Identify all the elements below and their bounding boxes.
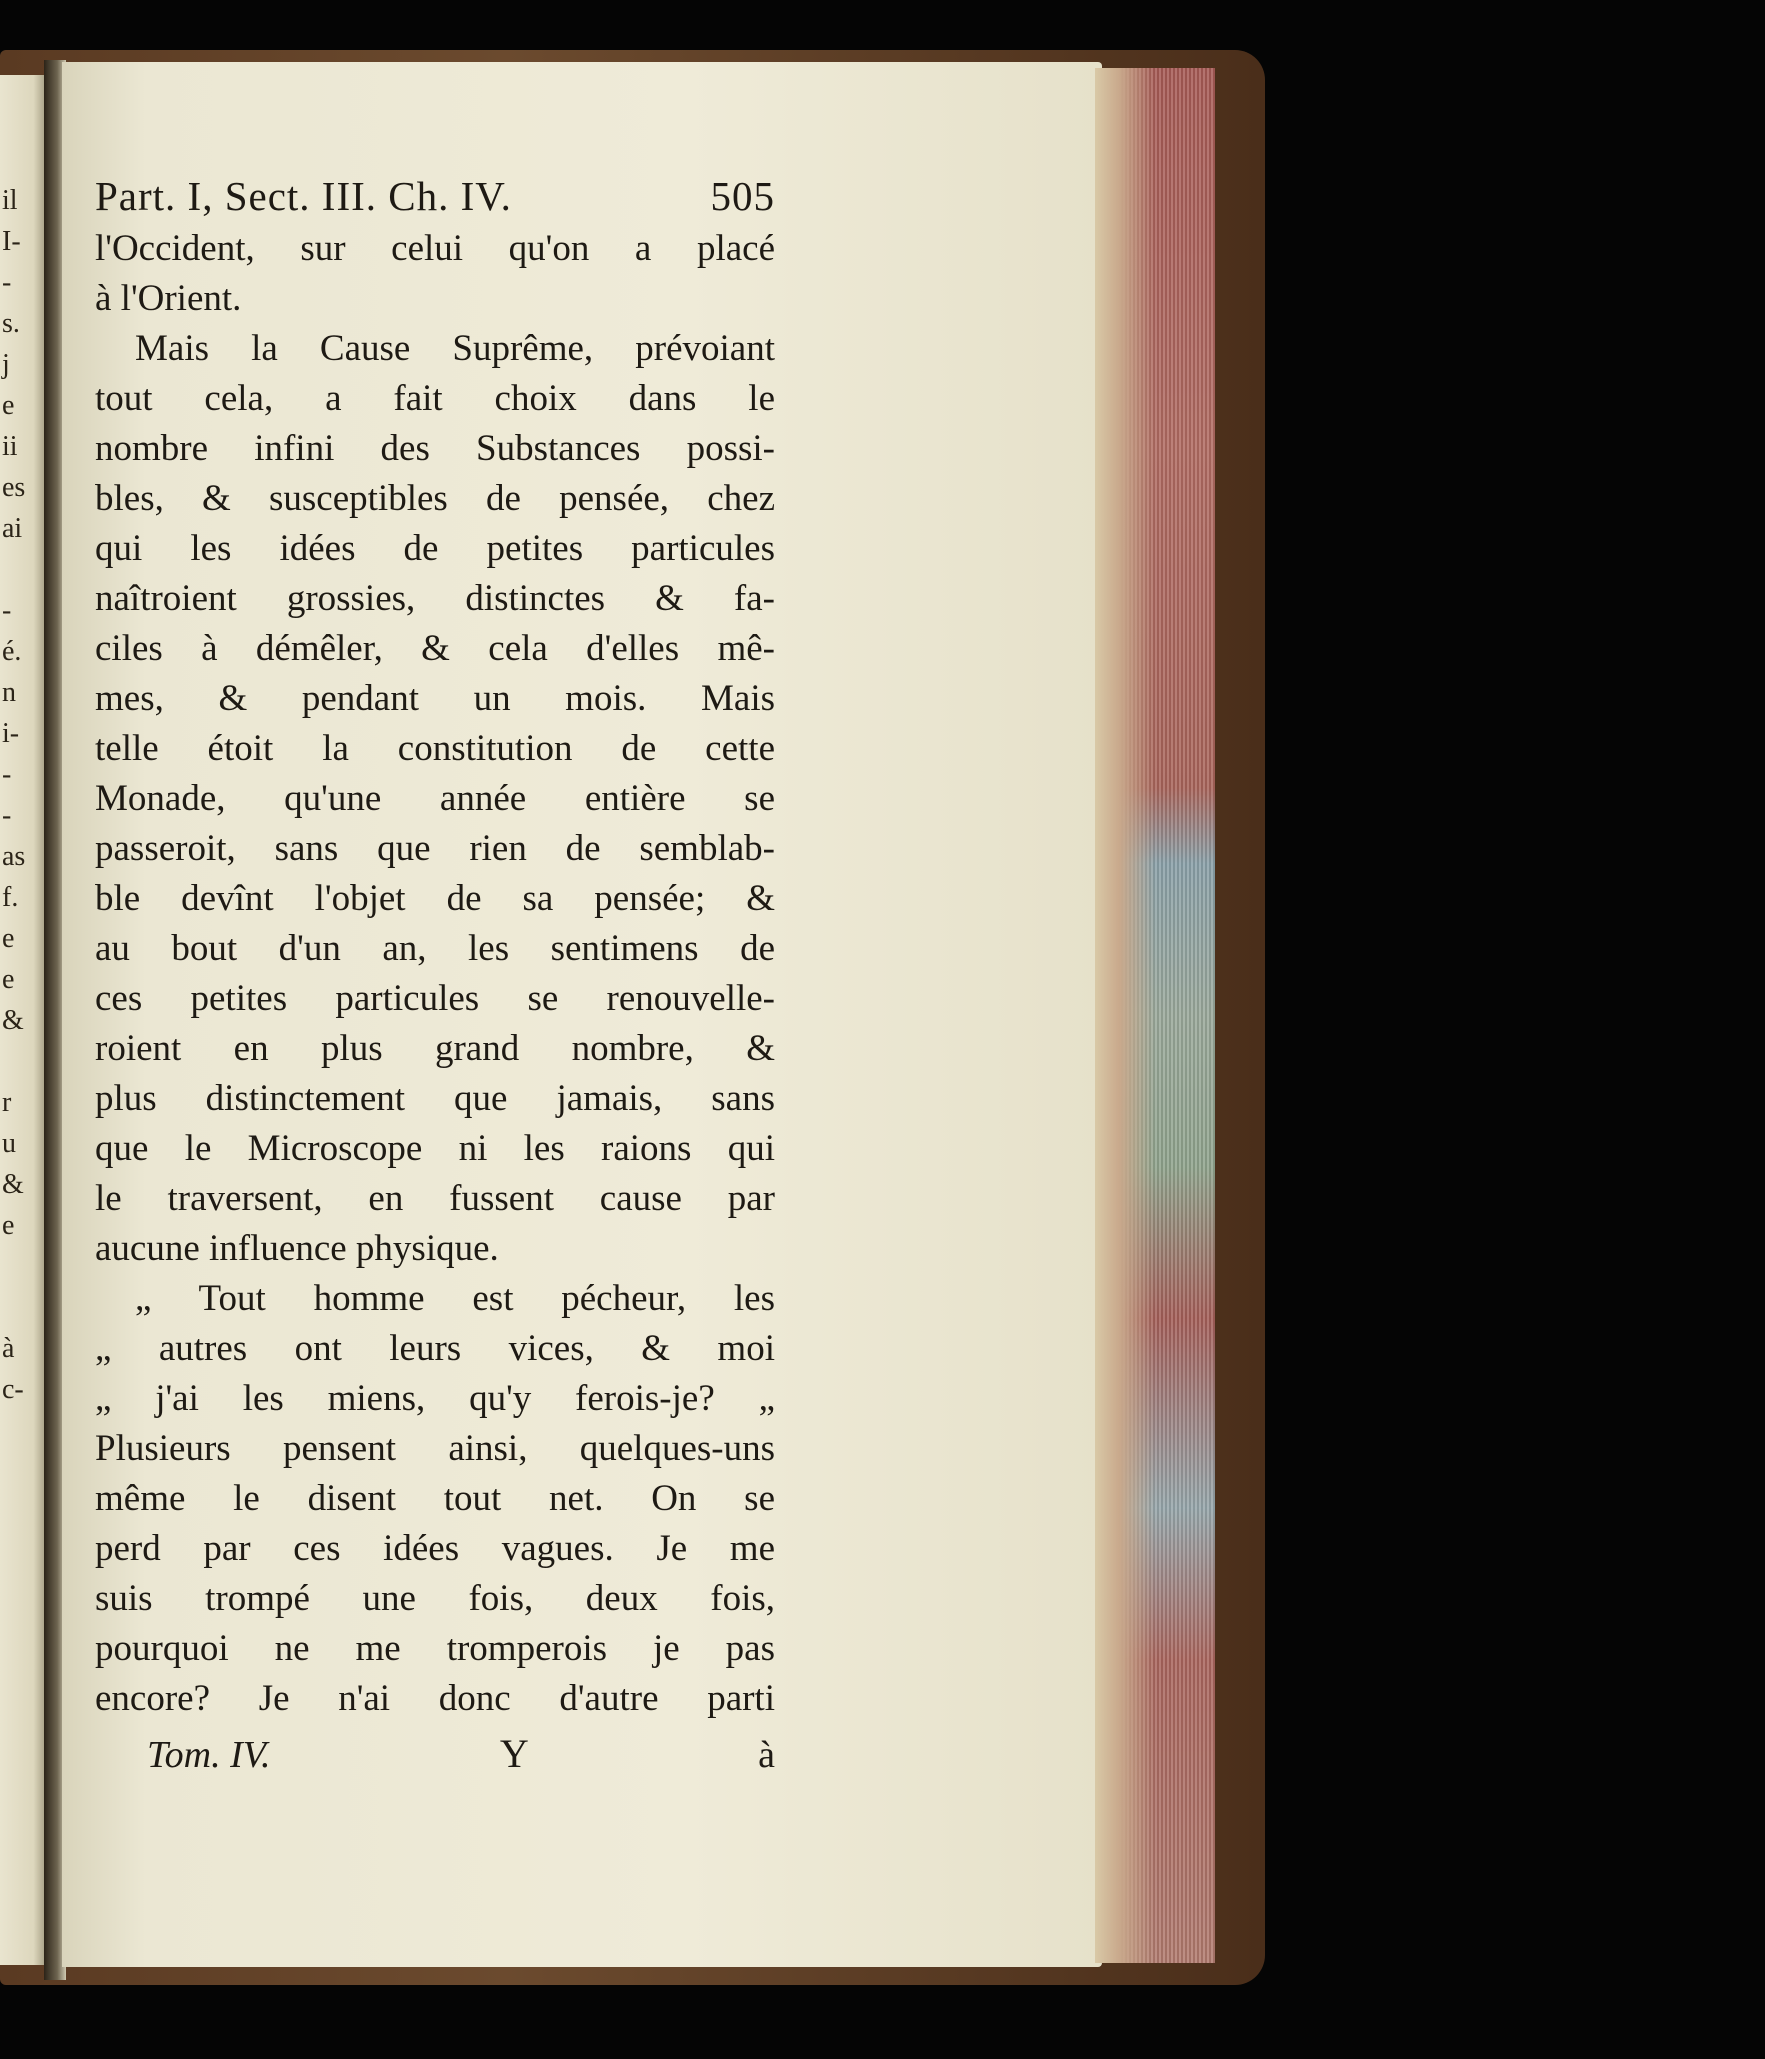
text-line: nombre infini des Substances possi- xyxy=(95,428,775,469)
margin-glyph: I- xyxy=(2,226,21,257)
margin-glyph: e xyxy=(2,390,15,421)
margin-glyph: & xyxy=(2,1005,24,1036)
text-line: Plusieurs pensent ainsi, quelques-uns xyxy=(95,1428,775,1469)
page-number: 505 xyxy=(710,173,775,219)
margin-glyph: ii xyxy=(2,431,18,462)
margin-glyph: & xyxy=(2,1169,24,1200)
signature-mark: Y xyxy=(499,1731,529,1776)
text-line: Monade, qu'une année entière se xyxy=(95,778,775,819)
margin-glyph: e xyxy=(2,964,15,995)
text-line: mes, & pendant un mois. Mais xyxy=(95,678,775,719)
margin-glyph xyxy=(2,1246,46,1287)
margin-glyph: i- xyxy=(2,718,20,749)
text-line: le traversent, en fussent cause par xyxy=(95,1178,775,1219)
margin-glyph xyxy=(2,1041,46,1082)
margin-glyph: - xyxy=(2,267,12,298)
margin-glyph: s. xyxy=(2,308,20,339)
text-line: même le disent tout net. On se xyxy=(95,1478,775,1519)
margin-glyph: - xyxy=(2,759,12,790)
body-text xyxy=(95,224,775,1724)
text-line: passeroit, sans que rien de semblab- xyxy=(95,828,775,869)
text-line: „ autres ont leurs vices, & moi xyxy=(95,1328,775,1369)
text-line: „ j'ai les miens, qu'y ferois-je? „ xyxy=(95,1378,775,1419)
margin-glyph: u xyxy=(2,1128,16,1159)
text-line: ciles à démêler, & cela d'elles mê- xyxy=(95,628,775,669)
margin-glyph: r xyxy=(2,1087,12,1118)
text-line: suis trompé une fois, deux fois, xyxy=(95,1578,775,1619)
margin-glyph: f. xyxy=(2,882,19,913)
text-line: bles, & susceptibles de pensée, chez xyxy=(95,478,775,519)
running-head-section: Part. I, Sect. III. Ch. IV. xyxy=(95,173,512,219)
margin-glyph: c- xyxy=(2,1374,24,1405)
text-line: l'Occident, sur celui qu'on a placé xyxy=(95,228,775,269)
text-line: perd par ces idées vagues. Je me xyxy=(95,1528,775,1569)
text-line: telle étoit la constitution de cette xyxy=(95,728,775,769)
text-line: encore? Je n'ai donc d'autre parti xyxy=(95,1678,775,1719)
running-head xyxy=(95,172,775,220)
text-line: tout cela, a fait choix dans le xyxy=(95,378,775,419)
margin-glyph: - xyxy=(2,800,12,831)
text-line: que le Microscope ni les raions qui xyxy=(95,1128,775,1169)
text-line: „ Tout homme est pécheur, les xyxy=(135,1278,775,1319)
text-line: Mais la Cause Suprême, prévoiant xyxy=(135,328,775,369)
margin-glyph: as xyxy=(2,841,26,872)
text-line: aucune influence physique. xyxy=(95,1228,499,1269)
text-line: qui les idées de petites particules xyxy=(95,528,775,569)
margin-glyph: é. xyxy=(2,636,22,667)
text-line: naîtroient grossies, distinctes & fa- xyxy=(95,578,775,619)
page-footer xyxy=(95,1730,775,1777)
text-line: pourquoi ne me tromperois je pas xyxy=(95,1628,775,1669)
text-line: au bout d'un an, les sentimens de xyxy=(95,928,775,969)
margin-glyph: e xyxy=(2,1210,15,1241)
margin-glyph: es xyxy=(2,472,26,503)
text-line: roient en plus grand nombre, & xyxy=(95,1028,775,1069)
text-line: ces petites particules se renouvelle- xyxy=(95,978,775,1019)
margin-glyph: il xyxy=(2,185,18,216)
margin-glyph: n xyxy=(2,677,16,708)
left-page-margin-text xyxy=(2,180,46,1410)
text-line: plus distinctement que jamais, sans xyxy=(95,1078,775,1119)
margin-glyph xyxy=(2,1287,46,1328)
page-edges-shadow xyxy=(1095,68,1155,1963)
page-text-block xyxy=(95,172,775,1777)
catchword: à xyxy=(758,1734,775,1776)
volume-label: Tom. IV. xyxy=(147,1734,271,1776)
margin-glyph: - xyxy=(2,595,12,626)
margin-glyph xyxy=(2,549,46,590)
margin-glyph: j xyxy=(2,349,10,380)
margin-glyph: ai xyxy=(2,513,23,544)
margin-glyph: e xyxy=(2,923,15,954)
text-line: ble devînt l'objet de sa pensée; & xyxy=(95,878,775,919)
text-line: à l'Orient. xyxy=(95,278,242,319)
margin-glyph: à xyxy=(2,1333,15,1364)
